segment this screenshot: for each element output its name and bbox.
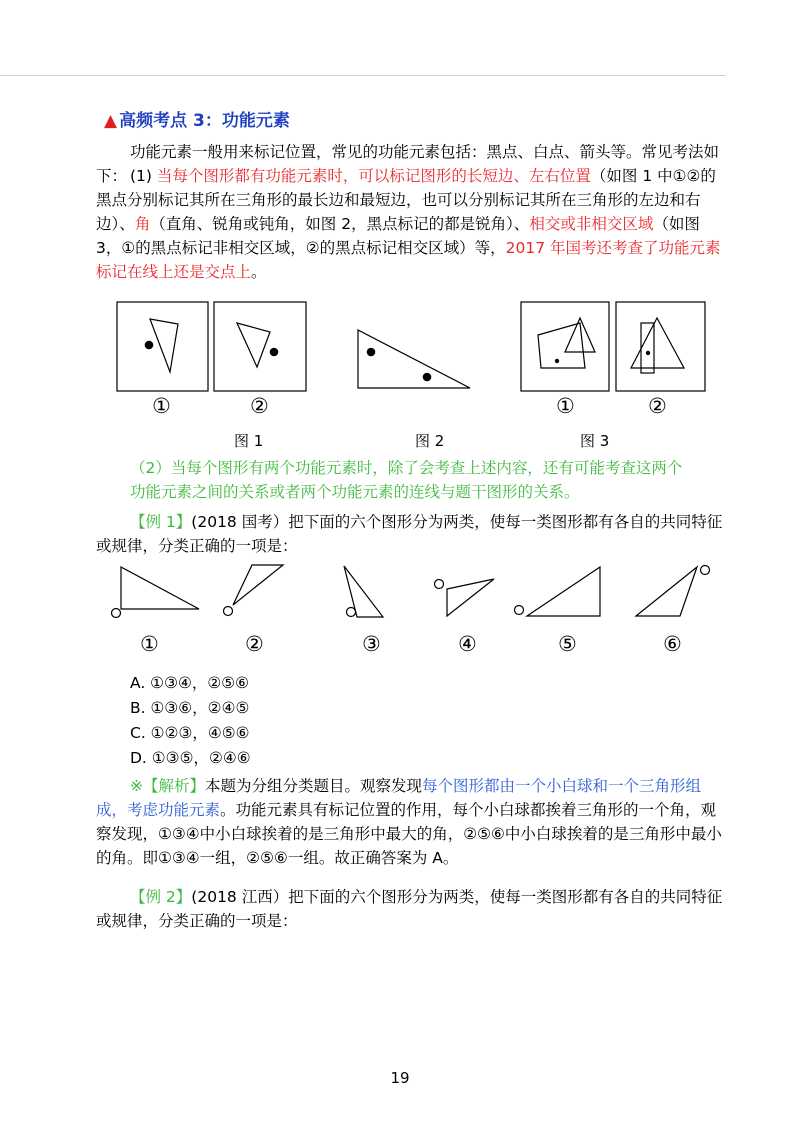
example-1-option-c: C. ①②③，④⑤⑥ [130,724,250,742]
example-1-option-d: D. ①③⑤，②④⑥ [130,749,251,767]
section-heading-text: 高频考点 3：功能元素 [119,111,290,131]
point-1-text-2: （直角、锐角或钝角，如图 2，黑点标记的都是锐角）、 [150,215,530,233]
point-1-end: 。 [251,263,267,281]
example-1-text: (2018 国考）把下面的六个图形分为两类，使每一类图形都有各自的共同特征或规律，分类正确的一项是： [96,513,723,555]
intro-paragraph: 功能元素一般用来标记位置，常见的功能元素包括：黑点、白点、箭头等。常见考法如下： [96,143,720,185]
example-1-question [96,510,728,558]
point-1-highlight-1: 当每个图形都有功能元素时，可以标记图形的长短边、左右位置 [156,167,591,185]
analysis-highlight: 每个图形都由一个小白球和一个三角形组成，考虑功能元素 [96,777,702,819]
figure-2-black-dot-1 [367,348,376,357]
example-1-figure-6 [636,567,697,616]
figure-3-label-1: ① [556,394,575,418]
figure-3-caption: 图 3 [580,432,610,450]
figure-3-box-2 [616,302,705,391]
example-1-option-b: B. ①③⑥，②④⑤ [130,699,250,717]
analysis-paragraph [96,774,728,870]
example-1-white-ball-3 [347,608,356,617]
page-number: 19 [390,1069,410,1087]
figure-3-box-1 [521,302,609,391]
example-1-figure-5 [527,567,600,616]
point-1-text-3: （如图 3，①的黑点标记非相交区域，②的黑点标记相交区域）等， [96,215,700,257]
figure-2-right-triangle [358,330,470,388]
example-1-figure-2 [233,565,283,605]
example-2-text: (2018 江西）把下面的六个图形分为两类，使每一类图形都有各自的共同特征或规律，分类正确的一项是： [96,888,723,930]
figure-1-black-dot-1 [145,341,154,350]
example-1-label-5: ⑤ [558,632,577,656]
point-2-line-2: 功能元素之间的关系或者两个功能元素的连线与题干图形的关系。 [130,483,580,501]
example-1-figure-4 [447,579,494,616]
example-1-label-3: ③ [362,632,381,656]
example-1-label-6: ⑥ [663,632,682,656]
figure-1-box-2 [214,302,306,391]
figure-1-label-1: ① [152,394,171,418]
example-1-white-ball-2 [224,607,233,616]
point-1-highlight-2: 角 [134,215,151,233]
example-1-label-4: ④ [458,632,477,656]
example-1-white-ball-1 [112,609,121,618]
example-1-white-ball-4 [435,580,444,589]
figure-1-box-1 [117,302,208,391]
point-1-prefix: (1) [130,167,152,185]
point-1-text-1: （如图 1 中①②的黑点分别标记其所在三角形的最长边和最短边，也可以分别标记其所在三角形的左边和右边）、 [96,167,716,233]
figure-3-triangle-2 [631,318,684,368]
figure-1-caption: 图 1 [234,432,264,450]
figure-1-triangle-2 [237,323,270,367]
figure-3-black-dot-2 [646,351,650,355]
example-1-figures [112,565,710,618]
analysis-text-2: 。功能元素具有标记位置的作用，每个小白球都挨着三角形的一个角，观察发现，①③④中小白球挨着的是三角形中最大的角，②⑤⑥中小白球挨着的是三角形中最小的角。即①③④一组，②⑤⑥一组。故正确答案为 A。 [96,801,722,867]
example-1-figure-1 [121,567,199,609]
figure-1-black-dot-2 [270,348,279,357]
example-2-question [96,885,728,933]
figure-3-quadrilateral [538,323,585,368]
example-1-label-2: ② [245,632,264,656]
figure-1-label-2: ② [250,394,269,418]
figure-1 [117,302,306,391]
point-2-line-1: （2）当每个图形有两个功能元素时，除了会考查上述内容，还有可能考查这两个 [130,459,683,477]
figure-3-rectangle [641,323,654,373]
triangle-marker-icon: ▲ [104,111,118,131]
example-1-tag: 【例 1】 [130,513,192,531]
figure-3-label-2: ② [648,394,667,418]
figure-1-triangle-1 [150,319,178,372]
example-1-white-ball-6 [701,566,710,575]
example-1-option-a: A. ①③④，②⑤⑥ [130,674,250,692]
point-1-highlight-4: 2017 年国考还考查了功能元素标记在线上还是交点上 [96,239,721,281]
figure-2-black-dot-2 [423,373,432,382]
analysis-text-1: 本题为分组分类题目。观察发现 [205,777,423,795]
example-1-label-1: ① [140,632,159,656]
point-1-highlight-3: 相交或非相交区域 [529,215,654,233]
example-1-white-ball-5 [515,606,524,615]
figure-2-caption: 图 2 [415,432,445,450]
figure-3 [521,302,705,391]
analysis-mark: ※【解析】 [130,777,205,795]
example-2-tag: 【例 2】 [130,888,192,906]
figure-3-black-dot-1 [555,359,559,363]
figure-2 [358,330,470,388]
